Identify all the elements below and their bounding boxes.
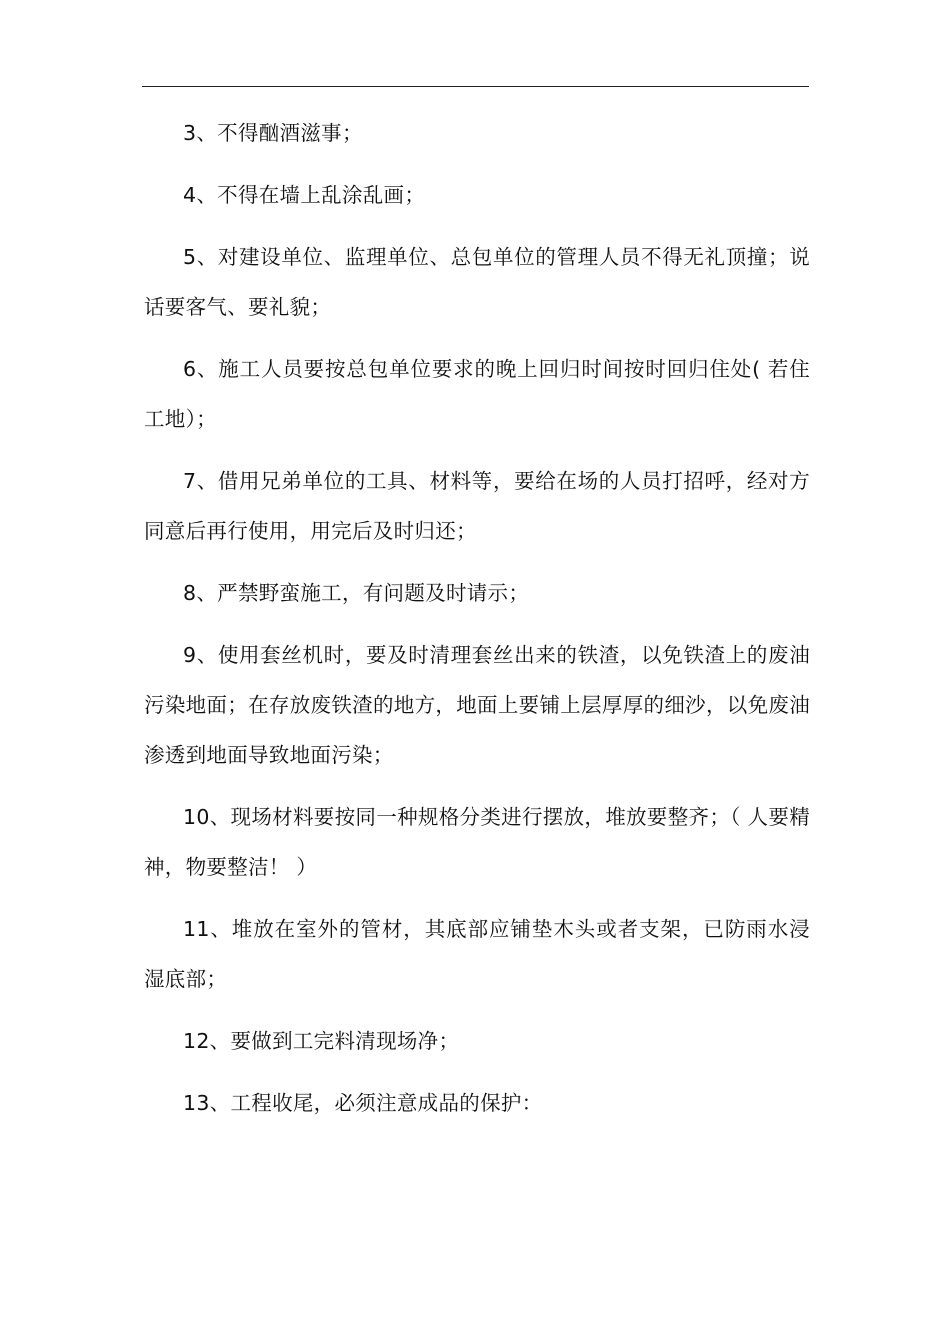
paragraph-item-3: 3、不得酗酒滋事；: [183, 121, 363, 145]
paragraph-item-4: 4、不得在墙上乱涂乱画；: [183, 183, 426, 207]
document-body: [144, 108, 810, 1140]
paragraph-item-10: 10、现场材料要按同一种规格分类进行摆放，堆放要整齐；（ 人要精神，物要整洁！ ）: [144, 805, 810, 879]
paragraph-item-9: 9、使用套丝机时，要及时清理套丝出来的铁渣，以免铁渣上的废油污染地面；在存放废铁渣的地方，地面上要铺上层厚厚的细沙，以免废油渗透到地面导致地面污染；: [144, 643, 810, 767]
paragraph-item-5: 5、对建设单位、监理单位、总包单位的管理人员不得无礼顶撞；说话要客气、要礼貌；: [144, 245, 810, 319]
paragraph-item-13: 13、工程收尾，必须注意成品的保护：: [183, 1091, 543, 1115]
paragraph-item-12: 12、要做到工完料清现场净；: [183, 1029, 460, 1053]
paragraph-item-8: 8、严禁野蛮施工，有问题及时请示；: [183, 581, 530, 605]
paragraph-item-11: 11、堆放在室外的管材，其底部应铺垫木头或者支架，已防雨水浸湿底部；: [144, 917, 810, 991]
paragraph-item-7: 7、借用兄弟单位的工具、材料等，要给在场的人员打招呼，经对方同意后再行使用，用完后及时归还；: [144, 469, 810, 543]
paragraph-item-6: 6、施工人员要按总包单位要求的晚上回归时间按时回归住处( 若住工地）；: [144, 357, 810, 431]
header-rule: [142, 86, 809, 87]
